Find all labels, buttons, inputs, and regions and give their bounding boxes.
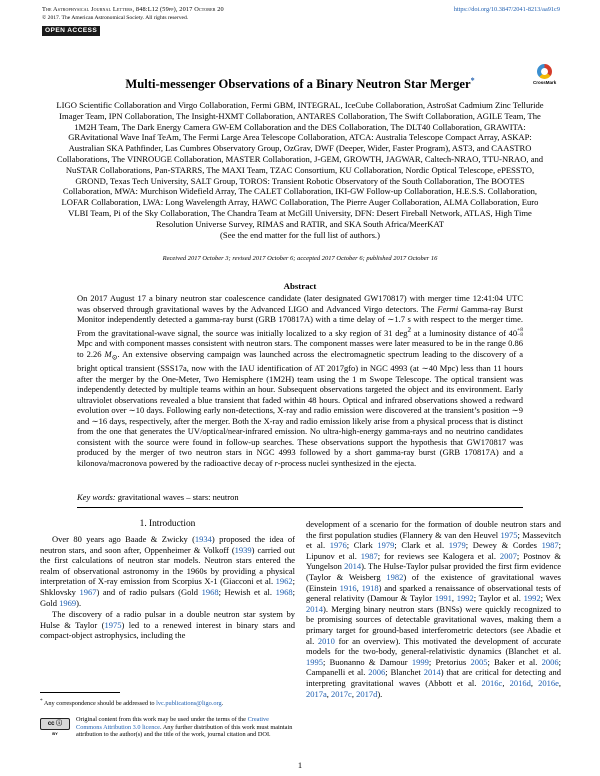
distance-lower: −8 (517, 332, 524, 339)
citation-link[interactable]: 1918 (361, 582, 379, 593)
license-text (76, 716, 295, 739)
body-text: ). The Hulse-Taylor pulsar provided the first firm evidence (Taylor & Weisberg (306, 561, 561, 582)
citation-link[interactable]: 2017d (356, 688, 378, 699)
citation-link[interactable]: 1992 (456, 593, 474, 604)
body-text: ; Wex (540, 593, 562, 604)
citation-link[interactable]: 1991 (434, 593, 452, 604)
title-text: Multi-messenger Observations of a Binary Neutron Star Merger (125, 77, 471, 92)
citation-link[interactable]: 2014 (423, 667, 441, 678)
body-text: , (451, 593, 457, 604)
body-text: ). Merging binary neutron stars (BNSs) were quickly recognized to be promising sources of detectable gravitational waves, making them a primary target for ground-based interferometric detectors (see Abadie et al. (306, 603, 561, 646)
citation-link[interactable]: 1995 (306, 656, 323, 667)
footnote-end: . (221, 700, 224, 708)
left-column (40, 534, 295, 642)
body-text: ) of the existence of gravitational waves (Einstein (306, 571, 561, 593)
body-text: , (351, 688, 357, 699)
body-text: ; Shklovsky (40, 576, 295, 597)
body-text: ; Campanelli et al. (306, 656, 561, 678)
citation-link[interactable]: 2010 (317, 635, 335, 646)
keywords-text: gravitational waves – stars: neutron (115, 492, 239, 502)
license-pre: Original content from this work may be used under the terms of the (76, 716, 248, 723)
body-text: development of a scenario for the formation of double neutron stars and the first population studies (Flannery & van den Heuvel (306, 519, 561, 540)
cc-by-label: BY (52, 731, 58, 736)
author-list (52, 100, 548, 240)
citation-link[interactable]: 1987 (541, 540, 559, 551)
citation-link[interactable]: 1982 (386, 571, 404, 582)
body-text: ; Massevitch et al. (306, 529, 562, 551)
citation-link[interactable]: 1992 (523, 593, 541, 604)
intro-paragraph-1 (40, 534, 295, 608)
citation-link[interactable]: 1968 (275, 586, 293, 597)
citation-link[interactable]: 1968 (201, 586, 219, 597)
abstract-text: Gamma-ray Burst Monitor independently detected a gamma-ray burst (GRB 170817A) with a time delay of ∼1.7 s with respect to the merger time. From the gravitational-wave signal, the source was initially localized to a sky region of 31 deg (77, 303, 523, 338)
citation-link[interactable]: 2006 (541, 656, 559, 667)
abstract-body (77, 293, 523, 468)
citation-link[interactable]: 2006 (368, 667, 386, 678)
solar-mass-symbol: M (104, 348, 112, 359)
body-text: , (326, 688, 332, 699)
body-text: for an overview). This motivated the development of accurate models for the two-body, general-relativistic dynamics (Blanchet et al. (306, 635, 561, 657)
cc-license-link[interactable]: Creative Commons Attribution 3.0 licence (76, 716, 269, 731)
intro-paragraph-2 (40, 609, 295, 641)
abstract-heading: Abstract (283, 281, 317, 291)
abstract-text: Mpc and with component masses consistent with neutron stars. The component masses were later measured to be in the range 0.86 to 2.26 (77, 338, 523, 359)
citation-link[interactable]: 2005 (470, 656, 488, 667)
citation-link[interactable]: 2016e (538, 677, 559, 688)
introduction-heading: 1. Introduction (139, 519, 196, 529)
body-text: ; Buonanno & Damour (323, 656, 412, 667)
body-text: ) that are critical for detecting and interpreting gravitational waves (Abbott et al. (306, 667, 562, 688)
keywords (77, 492, 523, 502)
citation-link[interactable]: 2014 (344, 561, 362, 572)
citation-link[interactable]: 1975 (500, 529, 518, 540)
keywords-label: Key words: (77, 492, 116, 502)
abstract-fermi: Fermi (437, 303, 459, 314)
section-divider (77, 507, 523, 508)
page-title (40, 76, 560, 92)
body-text: ) and sparked a renaissance of observational tests of general relativity (Damour & Taylor (306, 582, 562, 604)
body-text: , (502, 677, 510, 688)
body-text: ) proposed the idea of neutron stars, and soon after, Oppenheimer & Volkoff ( (40, 534, 296, 555)
body-text: ; Postnov & Yungelson (306, 550, 561, 572)
citation-link[interactable]: 2017a (306, 688, 327, 699)
body-text: ; Lipunov et al. (306, 540, 561, 561)
citation-link[interactable]: 1987 (360, 550, 378, 561)
abstract-r-process: r (274, 457, 278, 468)
body-text: ; Baker et al. (487, 656, 542, 667)
open-access-badge: OPEN ACCESS (42, 26, 100, 36)
citation-link[interactable]: 2016d (509, 677, 531, 688)
abstract-text: . An extensive observing campaign was launched across the electromagnetic spectrum leading to the discovery of a bright optical transient (SSS17a, now with the IAU identification of AT 2017gfo) in NGC 4993 (at ∼40 Mpc) less than 11 hours after the merger by the One-Meter, Two Hemisphere (1M2H) team using the 1 m Swope Telescope. The optical transient was independently detected by multiple teams within an hour. Subsequent observations targeted the object and its environment. Early ultraviolet observations revealed a blue transient that faded within 48 hours. Optical and infrared observations showed a redward evolution over ∼10 days. Following early non-detections, X-ray and radio emission were discovered at the transient’s position ∼9 and ∼16 days, respectively, after the merger. Both the X-ray and radio emission likely arise from a physical process that is distinct from the one that generates the UV/optical/near-infrared emission. No ultra-high-energy gamma-rays and no neutrino candidates consistent with the source were found in follow-up searches. These observations support the hypothesis that GW170817 was produced by the merger of two neutron stars in NGC 4993 followed by a short gamma-ray burst (GRB 170817A) and a kilonova/macronova powered by the radioactive decay of (77, 348, 523, 468)
body-text: The discovery of a radio pulsar in a double neutron star system by Hulse & Taylor ( (40, 609, 295, 630)
body-text: ; Clark (346, 540, 378, 551)
citation-link[interactable]: 2007 (499, 550, 517, 561)
body-text: ; Blanchet (385, 667, 424, 678)
authors-text: LIGO Scientific Collaboration and Virgo Collaboration, Fermi GBM, INTEGRAL, IceCube Collaboration, AstroSat Cadmium Zinc Telluride Imager Team, IPN Collaboration, The Insight-HXMT Collaboration, ANTARES Collaboration, The Swift Collaboration, AGILE Team, The 1M2H Team, The Dark Energy Camera GW-EM Collaboration and the DES Collaboration, The DLT40 Collaboration, GRAWITA: GRAvitational Wave Inaf TeAm, The Fermi Large Area Telescope Collaboration, ATCA: Australia Telescope Compact Array, ASKAP: Australian SKA Pathfinder, Las Cumbres Observatory Group, OzGrav, DWF (Deeper, Wider, Faster Program), AST3, and CAASTRO Collaborations, The VINROUGE Collaboration, MASTER Collaboration, J-GEM, GROWTH, JAGWAR, Caltech-NRAO, TTU-NRAO, and NuSTAR Collaborations, Pan-STARRS, The MAXI Team, TZAC Consortium, KU Collaboration, Nordic Optical Telescope, ePESSTO, GROND, Texas Tech University, SALT Group, TOROS: Transient Robotic Observatory of the South Collaboration, The BOOTES Collaboration, MWA: Murchison Widefield Array, The CALET Collaboration, IKI-GW Follow-up Collaboration, H.E.S.S. Collaboration, LOFAR Collaboration, LWA: Long Wavelength Array, HAWC Collaboration, The Pierre Auger Collaboration, ALMA Collaboration, Euro VLBI Team, Pi of the Sky Collaboration, The Chandra Team at McGill University, DFN: Desert Fireball Network, ATLAS, High Time Resolution Universe Survey, RIMAS and RATIR, and SKA South Africa/MeerKAT (56, 100, 544, 229)
citation-link[interactable]: 1967 (79, 586, 97, 597)
body-text: ) and of radio pulsars (Gold (96, 586, 202, 597)
correspondence-footnote (40, 698, 295, 707)
body-text: ) carried out the first calculations of neutron star models. Neutron stars entered the realm of observational astronomy in the 1960s by providing a physical interpretation of X-ray emission from Scorpius X-1 (Giacconi et al. (40, 544, 295, 587)
body-text: ; Pretorius (428, 656, 471, 667)
right-column (306, 519, 561, 699)
citation-link[interactable]: 1976 (329, 540, 347, 551)
citation-link[interactable]: 2016c (481, 677, 503, 688)
citation-link[interactable]: 1979 (448, 540, 466, 551)
footnote-divider (40, 692, 120, 693)
body-text: ; Gold (40, 586, 295, 608)
body-text: ; Dewey & Cordes (465, 540, 542, 551)
citation-link[interactable]: 1969 (59, 597, 77, 608)
authors-note: (See the end matter for the full list of authors.) (220, 229, 380, 240)
journal-citation: The Astrophysical Journal Letters, 848:L12 (59pp), 2017 October 20 (42, 6, 224, 13)
body-text: ). (377, 688, 383, 699)
citation-link[interactable]: 1962 (275, 576, 293, 587)
crossmark-label: CrossMark (533, 80, 557, 85)
body-text: ; Taylor et al. (473, 593, 524, 604)
body-text: ; Hewish et al. (218, 586, 276, 597)
footnote-text: Any correspondence should be addressed to (42, 700, 157, 708)
solar-mass-subscript: ⊙ (111, 353, 118, 362)
intro-paragraph-continued (306, 519, 561, 699)
body-text: , (558, 677, 561, 688)
citation-link[interactable]: 1916 (339, 582, 357, 593)
abstract-text: at a luminosity distance of 40 (411, 327, 518, 338)
citation-link[interactable]: 2017c (331, 688, 352, 699)
citation-link[interactable]: 1939 (234, 544, 252, 555)
body-text: ; Clark et al. (394, 540, 449, 551)
distance-upper: +8 (517, 327, 524, 334)
body-text: , (356, 582, 362, 593)
abstract-deg-exponent: 2 (407, 325, 412, 334)
body-text: , (530, 677, 539, 688)
license-post: . Any further distribution of this work must maintain attribution to the author(s) and the title of the work, journal citation and DOI. (76, 723, 293, 739)
body-text: ) led to a renewed interest in binary stars and compact-object astrophysics, including the (40, 619, 295, 641)
creative-commons-icon[interactable]: cc ⓘ (40, 718, 70, 730)
abstract-text: On 2017 August 17 a binary neutron star coalescence candidate (later designated GW170817) with merger time 12:41:04 UTC was observed through gravitational waves by the Advanced LIGO and Advanced Virgo detectors. The (77, 293, 523, 314)
abstract-text: -process nuclei synthesized in the ejecta. (277, 457, 417, 468)
license-block (40, 716, 295, 752)
body-text: ). (76, 597, 82, 608)
citation-link[interactable]: 2014 (306, 603, 323, 614)
page-number: 1 (297, 760, 303, 770)
running-header (42, 6, 560, 28)
footnote-mark: * (40, 698, 43, 704)
citation-link[interactable]: 1979 (377, 540, 395, 551)
body-text: Over 80 years ago Baade & Zwicky ( (52, 534, 195, 544)
body-text: ; for reviews see Kalogera et al. (377, 550, 500, 561)
citation-link[interactable]: 1934 (194, 534, 212, 544)
title-footnote-mark[interactable]: * (470, 76, 475, 85)
publication-dates: Received 2017 October 3; revised 2017 October 6; accepted 2017 October 6; published 2017 October 16 (162, 255, 438, 262)
copyright-line: © 2017. The American Astronomical Society. All rights reserved. (42, 15, 189, 21)
citation-link[interactable]: 1975 (104, 619, 122, 630)
correspondence-email[interactable]: lvc.publications@ligo.org (156, 700, 222, 708)
doi-link[interactable]: https://doi.org/10.3847/2041-8213/aa91c9 (453, 6, 560, 13)
citation-link[interactable]: 1999 (411, 656, 429, 667)
distance-uncertainty (517, 328, 523, 338)
